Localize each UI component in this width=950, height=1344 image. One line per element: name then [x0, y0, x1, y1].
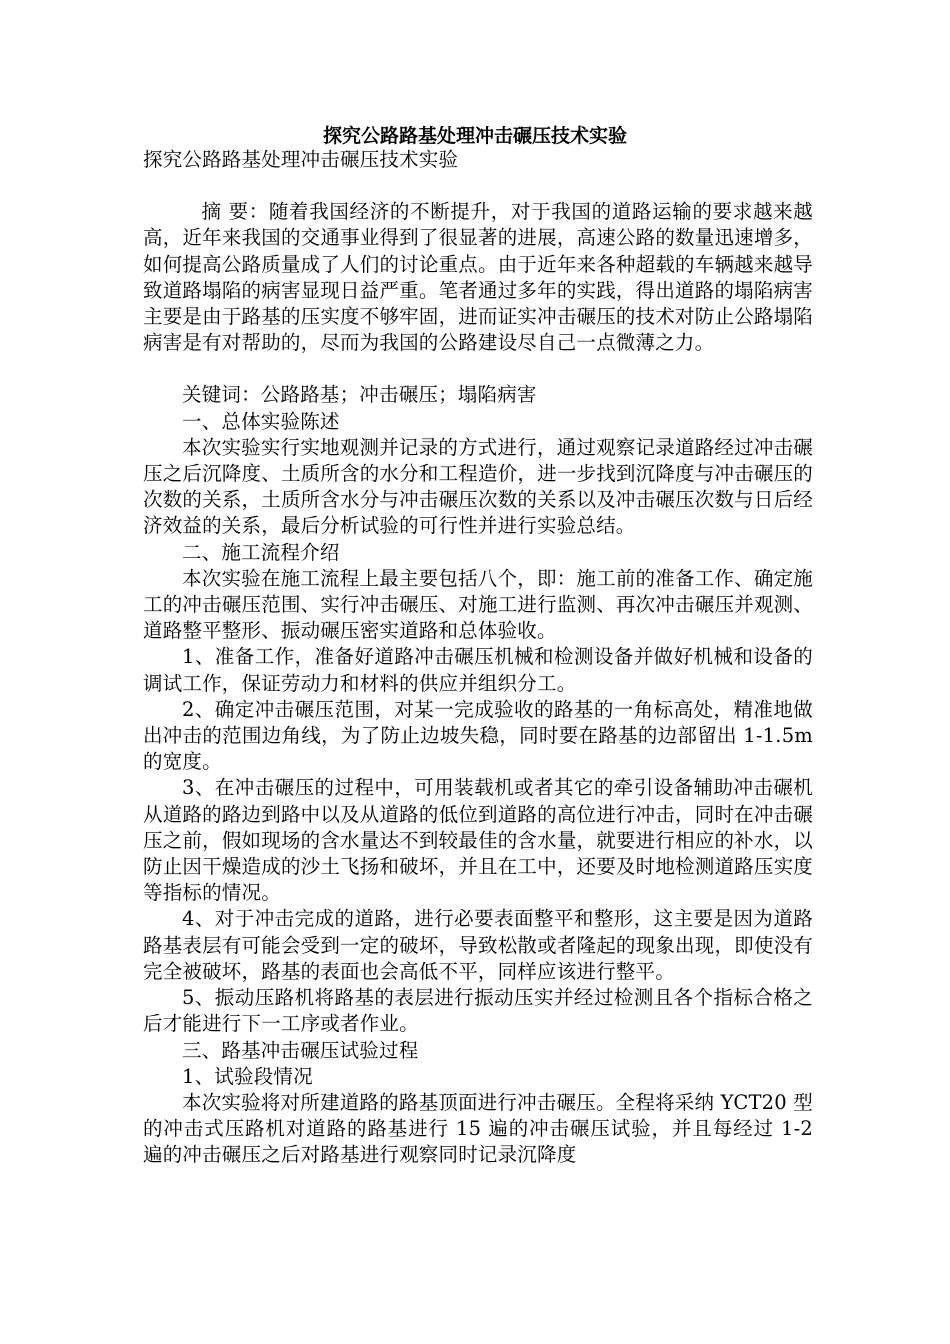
document-title: 探究公路路基处理冲击碾压技术实验 [322, 125, 627, 147]
section-heading: 二、施工流程介绍 [182, 540, 340, 564]
section-heading: 三、路基冲击碾压试验过程 [182, 1038, 419, 1062]
body-paragraph: 5、振动压路机将路基的表层进行振动压实并经过检测且各个指标合格之后才能进行下一工序或者作业。 [143, 986, 813, 1036]
body-paragraph: 3、在冲击碾压的过程中，可用装载机或者其它的牵引设备辅助冲击碾机从道路的路边到路中以及从道路的低位到道路的高位进行冲击，同时在冲击碾压之前，假如现场的含水量达不到较最佳的含水量，就要进行相应的补水，以防止因干燥造成的沙土飞扬和破坏，并且在工中，还要及时地检测道路压实度等指标的情况。 [143, 776, 813, 905]
blank-line [143, 356, 813, 382]
body-paragraph: 本次实验实行实地观测并记录的方式进行，通过观察记录道路经过冲击碾压之后沉降度、土质所含的水分和工程造价，进一步找到沉降度与冲击碾压的次数的关系，土质所含水分与冲击碾压次数的关系以及冲击碾压次数与日后经济效益的关系，最后分析试验的可行性并进行实验总结。 [143, 435, 813, 538]
body-paragraph: 本次实验在施工流程上最主要包括八个，即：施工前的准备工作、确定施工的冲击碾压范围、实行冲击碾压、对施工进行监测、再次冲击碾压并观测、道路整平整形、振动碾压密实道路和总体验收。 [143, 566, 813, 643]
body-paragraph: 2、确定冲击碾压范围，对某一完成验收的路基的一角标高处，精准地做出冲击的范围边角线，为了防止边坡失稳，同时要在路基的边部留出 1-1.5m 的宽度。 [143, 697, 813, 774]
body-paragraph: 本次实验将对所建道路的路基顶面进行冲击碾压。全程将采纳 YCT20 型的冲击式压路机对道路的路基进行 15 遍的冲击碾压试验，并且每经过 1-2 遍的冲击碾压之后对路基进行观察同时记录沉降度 [143, 1090, 813, 1167]
document-body [143, 147, 813, 1169]
blank-line [143, 173, 813, 199]
abstract-paragraph: 摘 要：随着我国经济的不断提升，对于我国的道路运输的要求越来越高，近年来我国的交通事业得到了很显著的进展，高速公路的数量迅速增多，如何提高公路质量成了人们的讨论重点。由于近年来各种超载的车辆越来越导致道路塌陷的病害显现日益严重。笔者通过多年的实践，得出道路的塌陷病害主要是由于路基的压实度不够牢固，进而证实冲击碾压的技术对防止公路塌陷病害是有对帮助的，尽而为我国的公路建设尽自己一点微薄之力。 [143, 200, 813, 355]
keywords-line: 关键词：公路路基；冲击碾压；塌陷病害 [182, 383, 537, 407]
body-paragraph: 1、准备工作，准备好道路冲击碾压机械和检测设备并做好机械和设备的调试工作，保证劳动力和材料的供应并组织分工。 [143, 645, 813, 695]
subsection-heading: 1、试验段情况 [182, 1064, 313, 1088]
document-subtitle: 探究公路路基处理冲击碾压技术实验 [143, 148, 459, 171]
section-heading: 一、总体实验陈述 [182, 409, 340, 433]
body-paragraph: 4、对于冲击完成的道路，进行必要表面整平和整形，这主要是因为道路路基表层有可能会受到一定的破坏，导致松散或者隆起的现象出现，即使没有完全被破坏，路基的表面也会高低不平，同样应该进行整平。 [143, 907, 813, 983]
